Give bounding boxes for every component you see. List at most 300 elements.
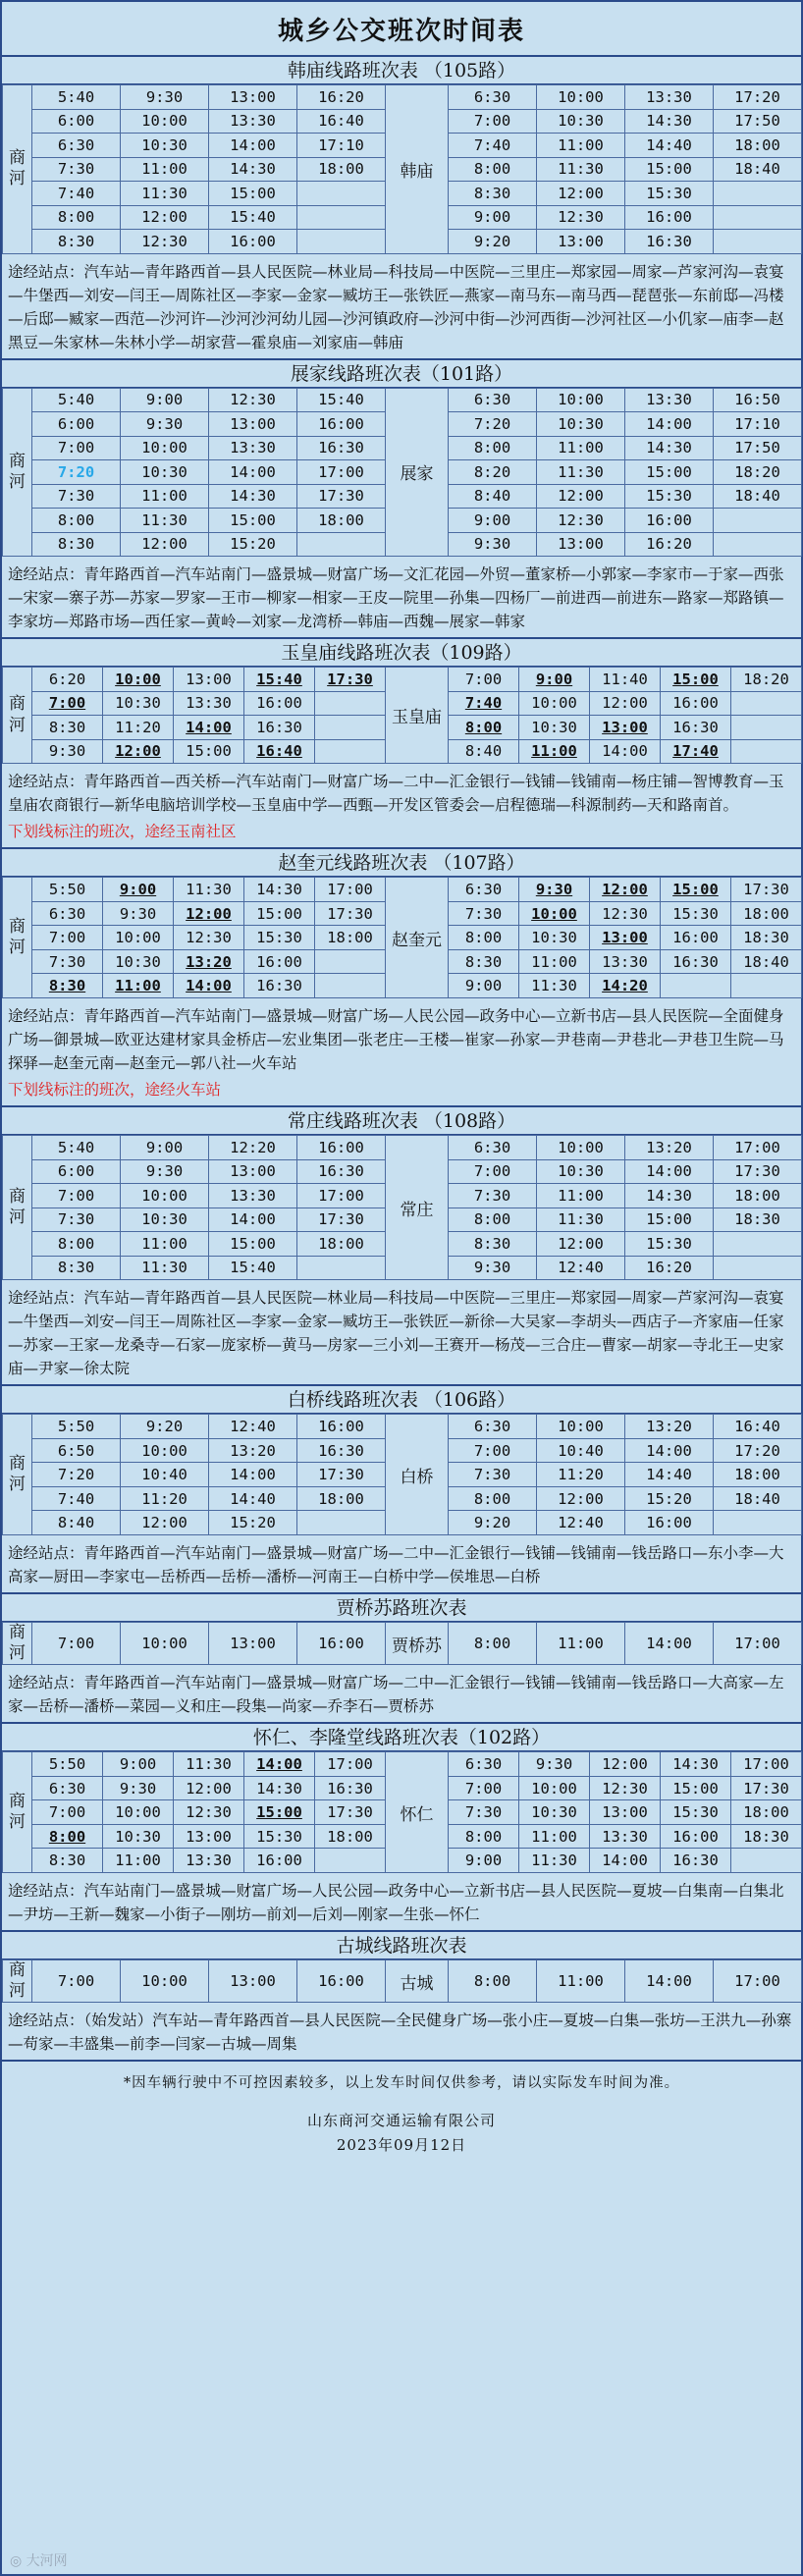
departure-time-outbound: 7:00 (32, 691, 103, 716)
departure-time-outbound: 9:30 (121, 412, 209, 437)
departure-time-return (714, 509, 802, 533)
departure-time-outbound: 10:00 (103, 668, 174, 692)
departure-time-return: 8:40 (449, 484, 537, 509)
routes-container (2, 57, 801, 2062)
route-note: 下划线标注的班次，途经火车站 (8, 1080, 222, 1099)
departure-time-outbound: 14:40 (209, 1486, 297, 1511)
departure-time-outbound: 8:40 (32, 1511, 121, 1535)
departure-time-return: 17:30 (731, 1776, 802, 1800)
departure-time-outbound: 16:00 (297, 412, 386, 437)
departure-time-outbound: 10:40 (121, 1463, 209, 1487)
departure-time-outbound: 12:40 (209, 1415, 297, 1439)
departure-time-return: 13:00 (590, 926, 661, 950)
departure-time-outbound: 14:30 (209, 484, 297, 509)
departure-time-outbound: 9:30 (32, 739, 103, 764)
schedule-table (2, 1751, 802, 1873)
departure-time-return: 10:30 (537, 1159, 625, 1184)
departure-time-return: 15:00 (661, 1776, 731, 1800)
departure-time-return: 10:00 (537, 1415, 625, 1439)
departure-time-outbound: 13:30 (209, 109, 297, 134)
departure-time-return: 12:00 (590, 691, 661, 716)
departure-time-outbound (297, 532, 386, 557)
departure-time-return: 12:40 (537, 1511, 625, 1535)
table-row (3, 388, 802, 412)
route-title: 展家线路班次表（101路） (2, 360, 801, 388)
departure-time-return: 8:30 (449, 949, 519, 974)
departure-time-return: 15:30 (625, 484, 714, 509)
schedule-table (2, 1414, 802, 1535)
departure-time-outbound: 13:30 (209, 436, 297, 460)
departure-time-return: 11:00 (519, 739, 590, 764)
departure-time-return: 17:30 (731, 878, 802, 902)
departure-time-return: 18:40 (714, 484, 802, 509)
route-title: 常庄线路班次表 （108路） (2, 1107, 801, 1135)
departure-time-outbound: 13:30 (174, 691, 244, 716)
departure-time-return: 10:00 (537, 85, 625, 110)
departure-time-return: 7:00 (449, 109, 537, 134)
departure-time-return: 17:30 (714, 1159, 802, 1184)
departure-time-outbound: 5:40 (32, 388, 121, 412)
table-row (3, 85, 802, 110)
departure-time-return: 18:00 (731, 901, 802, 926)
departure-time-return: 14:00 (625, 1159, 714, 1184)
departure-time-return: 8:00 (449, 1208, 537, 1232)
route-stops: 途经站点：青年路西首—汽车站南门—盛景城—财富广场—二中—汇金银行—钱铺—钱铺南—钱岳路口—大高家—左家—岳桥—潘桥—菜园—义和庄—段集—尚家—乔李石—贾桥苏 (8, 1674, 784, 1716)
departure-time-return: 18:00 (731, 1800, 802, 1825)
departure-time-return: 18:20 (731, 668, 802, 692)
departure-time-return (731, 739, 802, 764)
departure-time-return: 13:30 (590, 1824, 661, 1849)
destination-stop: 玉皇庙 (386, 668, 449, 764)
departure-time-outbound: 7:30 (32, 949, 103, 974)
departure-time-outbound: 14:30 (209, 157, 297, 182)
departure-time-outbound: 14:00 (209, 1463, 297, 1487)
departure-time-outbound: 18:00 (297, 509, 386, 533)
departure-time-return: 18:30 (714, 1208, 802, 1232)
departure-time-outbound: 18:00 (297, 1486, 386, 1511)
departure-time-return: 14:40 (625, 134, 714, 158)
departure-time-return: 11:00 (537, 134, 625, 158)
departure-time-outbound: 5:40 (32, 85, 121, 110)
departure-time-return: 15:20 (625, 1486, 714, 1511)
departure-time-return: 14:30 (625, 436, 714, 460)
departure-time-outbound: 16:30 (244, 716, 315, 740)
route-section (2, 849, 801, 1107)
route-stops: 途经站点：汽车站—青年路西首—县人民医院—林业局—科技局—中医院—三里庄—郑家园—周家—芦家河沟—袁宴—牛堡西—刘安—闫王—周陈社区—李家—金家—臧坊王—张铁匠—燕家—南马东—南马西—琵琶张—东前邸—冯楼—后邸—臧家—西范—沙河许—沙河沙河幼儿园—沙河镇政府—沙河中街—沙河西街—沙河社区—小仉家—庙李—赵黑豆—朱家林—朱林小学—胡家营—霍泉庙—刘家庙—韩庙 (8, 262, 784, 351)
departure-time-return: 8:00 (449, 1486, 537, 1511)
departure-time-outbound: 10:00 (121, 109, 209, 134)
departure-time-return: 12:00 (590, 878, 661, 902)
destination-stop: 赵奎元 (386, 878, 449, 998)
departure-time-return: 9:30 (519, 1752, 590, 1777)
departure-time-return: 17:50 (714, 436, 802, 460)
origin-stop: 商河 (3, 668, 32, 764)
destination-stop: 展家 (386, 388, 449, 557)
departure-time-return: 14:00 (625, 1622, 714, 1665)
departure-time-return: 7:00 (449, 1159, 537, 1184)
departure-time-outbound: 12:00 (103, 739, 174, 764)
departure-time-outbound (297, 182, 386, 206)
departure-time-return: 13:00 (590, 716, 661, 740)
departure-time-return: 18:20 (714, 460, 802, 485)
schedule-table (2, 388, 802, 558)
departure-time-return: 15:30 (625, 1232, 714, 1257)
departure-time-outbound: 11:20 (103, 716, 174, 740)
departure-time-return: 7:40 (449, 134, 537, 158)
departure-time-return: 15:00 (661, 878, 731, 902)
departure-time-return: 11:20 (537, 1463, 625, 1487)
departure-time-outbound: 7:00 (32, 926, 103, 950)
schedule-table (2, 877, 802, 998)
departure-time-outbound: 13:00 (209, 1622, 297, 1665)
departure-time-outbound: 11:30 (121, 509, 209, 533)
departure-time-outbound: 6:00 (32, 412, 121, 437)
departure-time-outbound: 13:20 (209, 1438, 297, 1463)
departure-time-return: 11:00 (537, 1184, 625, 1208)
route-section (2, 57, 801, 360)
departure-time-return: 8:00 (449, 1959, 537, 2003)
departure-time-return: 7:30 (449, 1800, 519, 1825)
departure-time-return: 10:30 (537, 412, 625, 437)
departure-time-outbound: 7:30 (32, 484, 121, 509)
departure-time-return: 9:00 (449, 509, 537, 533)
departure-time-return: 13:30 (590, 949, 661, 974)
departure-time-outbound: 7:30 (32, 1208, 121, 1232)
departure-time-return: 17:50 (714, 109, 802, 134)
departure-time-outbound: 17:00 (315, 878, 386, 902)
departure-time-return: 17:00 (731, 1752, 802, 1777)
departure-time-outbound: 7:00 (32, 1959, 121, 2003)
departure-time-outbound: 10:00 (103, 1800, 174, 1825)
departure-time-outbound (315, 949, 386, 974)
departure-time-outbound: 15:00 (244, 901, 315, 926)
departure-time-return: 14:30 (661, 1752, 731, 1777)
departure-time-return: 11:00 (537, 1959, 625, 2003)
route-stops: 途经站点：青年路西首—汽车站南门—盛景城—财富广场—二中—汇金银行—钱铺—钱铺南—钱岳路口—东小李—大高家—厨田—李家屯—岳桥西—岳桥—潘桥—河南王—白桥中学—侯堆思—白桥 (8, 1543, 784, 1585)
departure-time-outbound: 9:30 (121, 85, 209, 110)
origin-stop: 商河 (3, 85, 32, 254)
departure-time-return: 6:30 (449, 1752, 519, 1777)
route-stops: 途经站点：（始发站）汽车站—青年路西首—县人民医院—全民健身广场—张小庄—夏坡—白集—张坊—王洪九—孙寨—苟家—丰盛集—前李—闫家—古城—周集 (8, 2012, 792, 2054)
departure-time-return (714, 1511, 802, 1535)
departure-time-return: 17:20 (714, 85, 802, 110)
departure-time-return: 18:00 (714, 1184, 802, 1208)
route-stops: 途经站点：汽车站—青年路西首—县人民医院—林业局—科技局—中医院—三里庄—郑家园—周家—芦家河沟—袁宴—牛堡西—刘安—闫王—周陈社区—李家—金家—臧坊王—张铁匠—新徐—大吴家—李胡头—西店子—齐家庙—任家—苏家—王家—龙桑寺—石家—庞家桥—黄马—房家—三小刘—王赛开—杨茂—三合庄—曹家—胡家—寺北王—史家庙—尹家—徐太院 (8, 1289, 784, 1378)
departure-time-return: 9:30 (449, 532, 537, 557)
departure-time-outbound: 15:30 (244, 1824, 315, 1849)
departure-time-outbound: 15:00 (244, 1800, 315, 1825)
departure-time-outbound: 8:00 (32, 205, 121, 230)
departure-time-return: 8:00 (449, 926, 519, 950)
destination-stop: 古城 (386, 1959, 449, 2003)
departure-time-outbound: 16:20 (297, 85, 386, 110)
departure-time-return: 14:30 (625, 1184, 714, 1208)
route-section (2, 639, 801, 849)
destination-stop: 白桥 (386, 1415, 449, 1535)
departure-time-return (714, 205, 802, 230)
departure-time-return: 16:30 (661, 716, 731, 740)
destination-stop: 贾桥苏 (386, 1622, 449, 1665)
table-row (3, 1752, 802, 1777)
departure-time-return: 9:00 (449, 1849, 519, 1873)
departure-time-return: 11:30 (519, 974, 590, 998)
departure-time-return: 16:30 (625, 230, 714, 254)
departure-time-outbound: 10:30 (121, 1208, 209, 1232)
departure-time-return: 10:30 (519, 926, 590, 950)
departure-time-outbound: 16:00 (244, 949, 315, 974)
departure-time-return: 17:00 (714, 1622, 802, 1665)
departure-time-return: 14:00 (625, 1438, 714, 1463)
departure-time-return: 18:00 (714, 134, 802, 158)
departure-time-outbound: 10:00 (121, 436, 209, 460)
departure-time-return: 12:30 (537, 509, 625, 533)
departure-time-return: 16:00 (625, 1511, 714, 1535)
departure-time-return: 10:30 (519, 716, 590, 740)
departure-time-outbound: 12:20 (209, 1136, 297, 1160)
departure-time-outbound (315, 739, 386, 764)
departure-time-return: 7:00 (449, 1438, 537, 1463)
departure-time-outbound: 14:00 (209, 460, 297, 485)
departure-time-return: 6:30 (449, 85, 537, 110)
route-stops: 途经站点：汽车站南门—盛景城—财富广场—人民公园—政务中心—立新书店—县人民医院—夏坡—白集南—白集北—尹坊—王新—魏家—小街子—刚坊—前刘—后刘—刚家—生张—怀仁 (8, 1881, 784, 1923)
table-row (3, 1136, 802, 1160)
route-section (2, 1386, 801, 1594)
departure-time-return: 14:00 (625, 1959, 714, 2003)
route-title: 怀仁、李隆堂线路班次表（102路） (2, 1724, 801, 1751)
origin-stop: 商河 (3, 1622, 32, 1665)
departure-time-return: 8:00 (449, 1622, 537, 1665)
departure-time-return: 15:30 (661, 901, 731, 926)
departure-time-outbound: 13:00 (174, 668, 244, 692)
departure-time-return: 11:00 (519, 1824, 590, 1849)
departure-time-return: 17:00 (714, 1959, 802, 2003)
departure-time-outbound: 12:30 (121, 230, 209, 254)
departure-time-return: 9:00 (449, 205, 537, 230)
departure-time-outbound: 13:30 (209, 1184, 297, 1208)
departure-time-outbound: 8:00 (32, 509, 121, 533)
origin-stop: 商河 (3, 1752, 32, 1873)
departure-time-outbound: 9:30 (103, 1776, 174, 1800)
departure-time-return: 10:00 (519, 1776, 590, 1800)
departure-time-outbound: 15:00 (174, 739, 244, 764)
departure-time-return: 12:30 (590, 1776, 661, 1800)
schedule-table (2, 84, 802, 254)
departure-time-return: 12:30 (537, 205, 625, 230)
departure-time-outbound: 15:00 (209, 509, 297, 533)
destination-stop: 怀仁 (386, 1752, 449, 1873)
route-section (2, 1594, 801, 1725)
departure-time-outbound: 15:00 (209, 1232, 297, 1257)
route-title: 韩庙线路班次表 （105路） (2, 57, 801, 84)
route-section (2, 1724, 801, 1932)
departure-time-outbound (297, 205, 386, 230)
route-title: 白桥线路班次表 （106路） (2, 1386, 801, 1414)
departure-time-return: 6:30 (449, 1136, 537, 1160)
departure-time-outbound: 10:00 (121, 1959, 209, 2003)
departure-time-return (661, 974, 731, 998)
departure-time-return: 18:30 (731, 1824, 802, 1849)
departure-time-outbound (315, 691, 386, 716)
departure-time-outbound: 9:00 (103, 1752, 174, 1777)
departure-time-outbound: 11:00 (103, 1849, 174, 1873)
departure-time-return (731, 716, 802, 740)
departure-time-outbound: 7:20 (32, 460, 121, 485)
departure-time-outbound: 7:00 (32, 1622, 121, 1665)
departure-time-outbound: 7:30 (32, 157, 121, 182)
departure-time-outbound: 15:00 (209, 182, 297, 206)
departure-time-return (714, 230, 802, 254)
departure-time-outbound: 5:50 (32, 1752, 103, 1777)
departure-time-outbound: 16:40 (244, 739, 315, 764)
departure-time-return: 12:00 (537, 1232, 625, 1257)
departure-time-return: 7:40 (449, 691, 519, 716)
departure-time-outbound: 17:00 (297, 1184, 386, 1208)
departure-time-return: 16:20 (625, 1256, 714, 1280)
departure-time-return: 17:40 (661, 739, 731, 764)
departure-time-return: 16:00 (625, 205, 714, 230)
departure-time-outbound (297, 230, 386, 254)
departure-time-return: 11:40 (590, 668, 661, 692)
departure-time-outbound: 12:30 (209, 388, 297, 412)
departure-time-return (714, 1232, 802, 1257)
departure-time-outbound: 14:00 (244, 1752, 315, 1777)
departure-time-return: 10:00 (519, 691, 590, 716)
departure-time-return: 10:00 (519, 901, 590, 926)
departure-time-return: 9:30 (519, 878, 590, 902)
departure-time-outbound: 16:40 (297, 109, 386, 134)
departure-time-return: 8:00 (449, 716, 519, 740)
departure-time-outbound: 13:20 (174, 949, 244, 974)
departure-time-return: 7:30 (449, 901, 519, 926)
departure-time-return: 15:30 (625, 182, 714, 206)
departure-time-return: 11:30 (519, 1849, 590, 1873)
departure-time-outbound: 15:20 (209, 532, 297, 557)
departure-time-outbound: 12:00 (121, 532, 209, 557)
departure-time-outbound: 13:00 (209, 1959, 297, 2003)
departure-time-return: 17:10 (714, 412, 802, 437)
departure-time-outbound: 11:00 (103, 974, 174, 998)
departure-time-outbound: 13:00 (209, 1159, 297, 1184)
route-stops: 途经站点：青年路西首—汽车站南门—盛景城—财富广场—文汇花园—外贸—董家桥—小郭家—李家市—于家—西张—宋家—寨子苏—苏家—罗家—王市—柳家—相家—王皮—院里—孙集—四杨厂—前进西—前进东—路家—郑路镇—李家坊—郑路市场—西任家—黄岭—刘家—龙湾桥—韩庙—西魏—展家—韩家 (8, 565, 784, 631)
departure-time-return: 12:00 (537, 1486, 625, 1511)
departure-time-outbound: 18:00 (315, 926, 386, 950)
departure-time-outbound: 17:00 (297, 460, 386, 485)
departure-time-outbound: 12:30 (174, 1800, 244, 1825)
departure-time-outbound: 10:00 (121, 1184, 209, 1208)
departure-time-outbound: 14:00 (174, 974, 244, 998)
table-row (3, 1622, 802, 1665)
departure-time-outbound: 17:30 (315, 1800, 386, 1825)
departure-time-return: 13:00 (537, 230, 625, 254)
departure-time-return: 12:00 (590, 1752, 661, 1777)
departure-time-outbound: 18:00 (315, 1824, 386, 1849)
departure-time-outbound (297, 1256, 386, 1280)
departure-time-outbound: 8:30 (32, 974, 103, 998)
departure-time-return: 7:00 (449, 1776, 519, 1800)
departure-time-outbound: 15:40 (297, 388, 386, 412)
departure-time-outbound: 10:00 (121, 1438, 209, 1463)
departure-time-return: 15:00 (625, 157, 714, 182)
departure-time-return: 7:30 (449, 1463, 537, 1487)
departure-time-outbound: 6:50 (32, 1438, 121, 1463)
departure-time-outbound: 8:00 (32, 1232, 121, 1257)
route-title: 玉皇庙线路班次表（109路） (2, 639, 801, 667)
departure-time-outbound: 8:30 (32, 1849, 103, 1873)
departure-time-return: 13:00 (590, 1800, 661, 1825)
departure-time-outbound: 10:30 (103, 691, 174, 716)
departure-time-outbound: 10:30 (103, 949, 174, 974)
departure-time-return: 9:00 (449, 974, 519, 998)
departure-time-return: 11:30 (537, 460, 625, 485)
departure-time-return: 10:30 (519, 1800, 590, 1825)
route-stops: 途经站点：青年路西首—汽车站南门—盛景城—财富广场—人民公园—政务中心—立新书店—县人民医院—全面健身广场—御景城—欧亚达建材家具金桥店—宏业集团—张老庄—王楼—崔家—孙家—尹巷南—尹巷北—尹巷卫生院—马探驿—赵奎元南—赵奎元—郭八社—火车站 (8, 1006, 784, 1072)
departure-time-return: 18:40 (714, 1486, 802, 1511)
departure-time-outbound: 14:00 (174, 716, 244, 740)
departure-time-outbound: 16:00 (297, 1136, 386, 1160)
departure-time-outbound: 11:00 (121, 484, 209, 509)
departure-time-return: 8:00 (449, 436, 537, 460)
departure-time-outbound: 14:00 (209, 134, 297, 158)
departure-time-outbound: 12:00 (121, 205, 209, 230)
departure-time-outbound: 15:30 (244, 926, 315, 950)
schedule-table (2, 1622, 802, 1666)
origin-stop: 商河 (3, 1136, 32, 1280)
table-row (3, 668, 802, 692)
departure-time-outbound: 11:20 (121, 1486, 209, 1511)
departure-time-return: 6:30 (449, 878, 519, 902)
departure-time-outbound: 16:00 (209, 230, 297, 254)
departure-time-return: 14:20 (590, 974, 661, 998)
departure-time-return: 15:00 (661, 668, 731, 692)
departure-time-return (714, 532, 802, 557)
departure-time-outbound: 17:30 (297, 1463, 386, 1487)
departure-time-outbound (315, 716, 386, 740)
departure-time-outbound: 16:30 (297, 1159, 386, 1184)
route-stops: 途经站点：青年路西首—西关桥—汽车站南门—财富广场—二中—汇金银行—钱铺—钱铺南—杨庄铺—智博教育—玉皇庙农商银行—新华电脑培训学校—玉皇庙中学—西甄—开发区管委会—启程德瑞—科源制药—天和路南首。 (8, 773, 784, 815)
departure-time-outbound: 13:30 (174, 1849, 244, 1873)
departure-time-return: 16:50 (714, 388, 802, 412)
route-title: 古城线路班次表 (2, 1932, 801, 1959)
departure-time-outbound: 9:00 (121, 388, 209, 412)
departure-time-outbound: 12:30 (174, 926, 244, 950)
departure-time-outbound: 18:00 (297, 1232, 386, 1257)
departure-time-outbound: 7:40 (32, 182, 121, 206)
departure-time-outbound: 6:30 (32, 1776, 103, 1800)
departure-time-outbound: 5:50 (32, 878, 103, 902)
departure-time-outbound: 13:00 (174, 1824, 244, 1849)
departure-time-outbound: 10:30 (103, 1824, 174, 1849)
departure-time-outbound: 12:00 (174, 901, 244, 926)
departure-time-outbound: 10:30 (121, 134, 209, 158)
departure-time-outbound: 17:00 (315, 1752, 386, 1777)
departure-time-outbound: 5:50 (32, 1415, 121, 1439)
departure-time-return: 10:00 (537, 388, 625, 412)
departure-time-return: 10:00 (537, 1136, 625, 1160)
departure-time-return: 11:00 (537, 1622, 625, 1665)
departure-time-return: 8:40 (449, 739, 519, 764)
departure-time-outbound: 7:20 (32, 1463, 121, 1487)
departure-time-return: 18:40 (714, 157, 802, 182)
departure-time-outbound: 11:30 (121, 182, 209, 206)
departure-time-outbound: 6:00 (32, 109, 121, 134)
departure-time-outbound: 6:30 (32, 134, 121, 158)
departure-time-return: 16:00 (625, 509, 714, 533)
departure-time-outbound: 14:30 (244, 1776, 315, 1800)
departure-time-return: 12:00 (537, 484, 625, 509)
departure-time-return: 10:40 (537, 1438, 625, 1463)
watermark-logo: ◎ 大河网 (10, 2553, 68, 2569)
departure-time-return (731, 974, 802, 998)
